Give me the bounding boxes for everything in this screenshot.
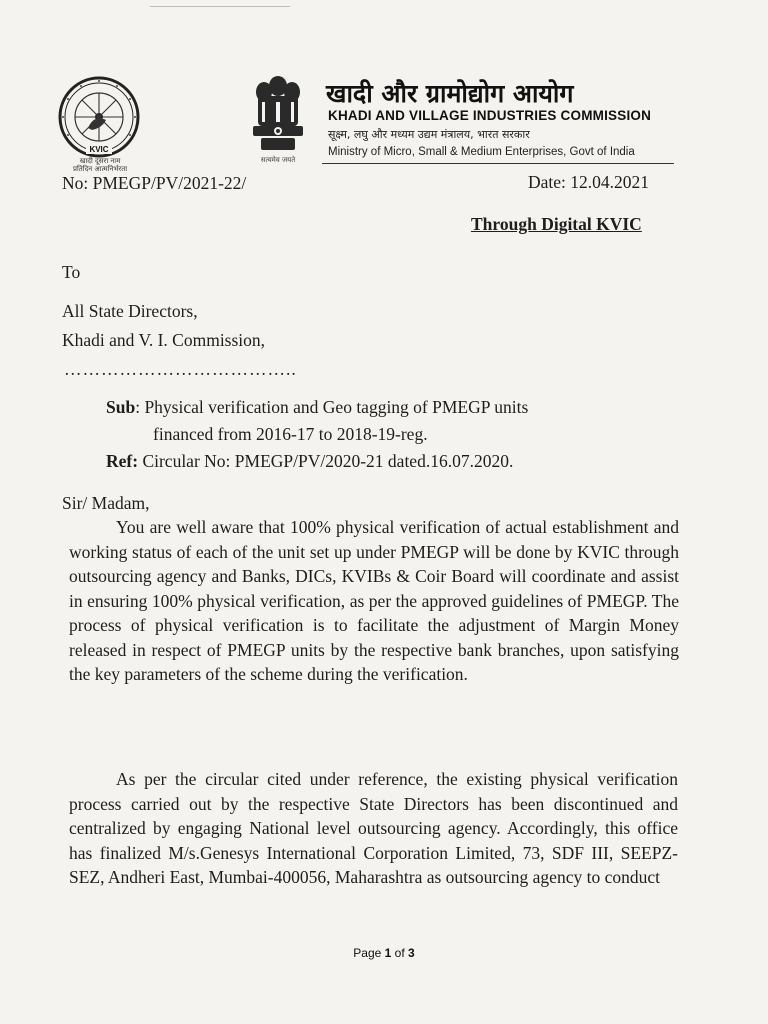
kvic-motto bbox=[52, 157, 148, 173]
address-line-2: Khadi and V. I. Commission, bbox=[62, 330, 266, 350]
reference-line bbox=[106, 451, 513, 472]
addressee-to: To bbox=[62, 262, 81, 282]
reference-text: Circular No: PMEGP/PV/2020-21 dated.16.07.2020. bbox=[138, 451, 514, 471]
letter-date: Date: 12.04.2021 bbox=[528, 172, 650, 192]
page-label: Page bbox=[353, 946, 385, 960]
subject-label: Sub bbox=[106, 397, 136, 417]
delivery-channel: Through Digital KVIC bbox=[471, 214, 642, 234]
ministry-name-hindi: सूक्ष्म, लघु और मध्यम उद्यम मंत्रालय, भारत सरकार bbox=[328, 128, 530, 141]
page-total: 3 bbox=[408, 946, 415, 960]
address-dots: ……………………………….. bbox=[64, 359, 297, 379]
salutation: Sir/ Madam, bbox=[62, 493, 150, 513]
subject-text-continued: financed from 2016-17 to 2018-19-reg. bbox=[153, 424, 428, 444]
org-name-english: KHADI AND VILLAGE INDUSTRIES COMMISSION bbox=[328, 108, 652, 123]
kvic-motto-line-1: खादी दूसरा नाम bbox=[79, 157, 121, 165]
page-current: 1 bbox=[384, 946, 392, 960]
ministry-name-english: Ministry of Micro, Small & Medium Enterprises, Govt of India bbox=[328, 146, 635, 158]
subject-line bbox=[106, 397, 528, 418]
kvic-motto-line-2: प्रतिदिन आत्मनिर्भरता bbox=[72, 165, 128, 173]
body-paragraph-1: You are well aware that 100% physical verification of actual establishment and working status of each of the unit set up under PMEGP will be done by KVIC through outsourcing agency and Banks, DICs, KVIBs & Coir Board will coordinate and assist in ensuring 100% physical verification, as per the approved guidelines of PMEGP. The process of physical verification is to facilitate the adjustment of Margin Money released in respect of PMEGP units by the respective bank branches, upon satisfying the key parameters of the scheme during the verification. bbox=[69, 517, 679, 684]
emblem-motto: सत्यमेव जयते bbox=[260, 156, 296, 164]
page-of: of bbox=[391, 946, 409, 960]
subject-text: : Physical verification and Geo tagging of PMEGP units bbox=[135, 397, 529, 417]
body-paragraph-2: As per the circular cited under reference, the existing physical verification process carried out by the respective State Directors has been discontinued and centralized by engaging National level outsourcing agency. Accordingly, this office has finalized M/s.Genesys International Corporation Limited, 73, SDF III, SEEPZ-SEZ, Andheri East, Mumbai-400056, Maharashtra as outsourcing agency to conduct bbox=[69, 769, 678, 887]
org-name-hindi: खादी और ग्रामोद्योग आयोग bbox=[326, 79, 574, 108]
scan-edge-line bbox=[150, 6, 290, 7]
address-line-1: All State Directors, bbox=[62, 301, 198, 321]
page-number bbox=[0, 946, 768, 960]
kvic-logo-text: KVIC bbox=[89, 145, 109, 154]
letter-reference-number: No: PMEGP/PV/2021-22/ bbox=[62, 173, 247, 193]
national-emblem bbox=[247, 72, 309, 154]
kvic-logo bbox=[58, 76, 140, 158]
reference-label: Ref: bbox=[106, 451, 139, 471]
header-divider bbox=[322, 163, 674, 164]
